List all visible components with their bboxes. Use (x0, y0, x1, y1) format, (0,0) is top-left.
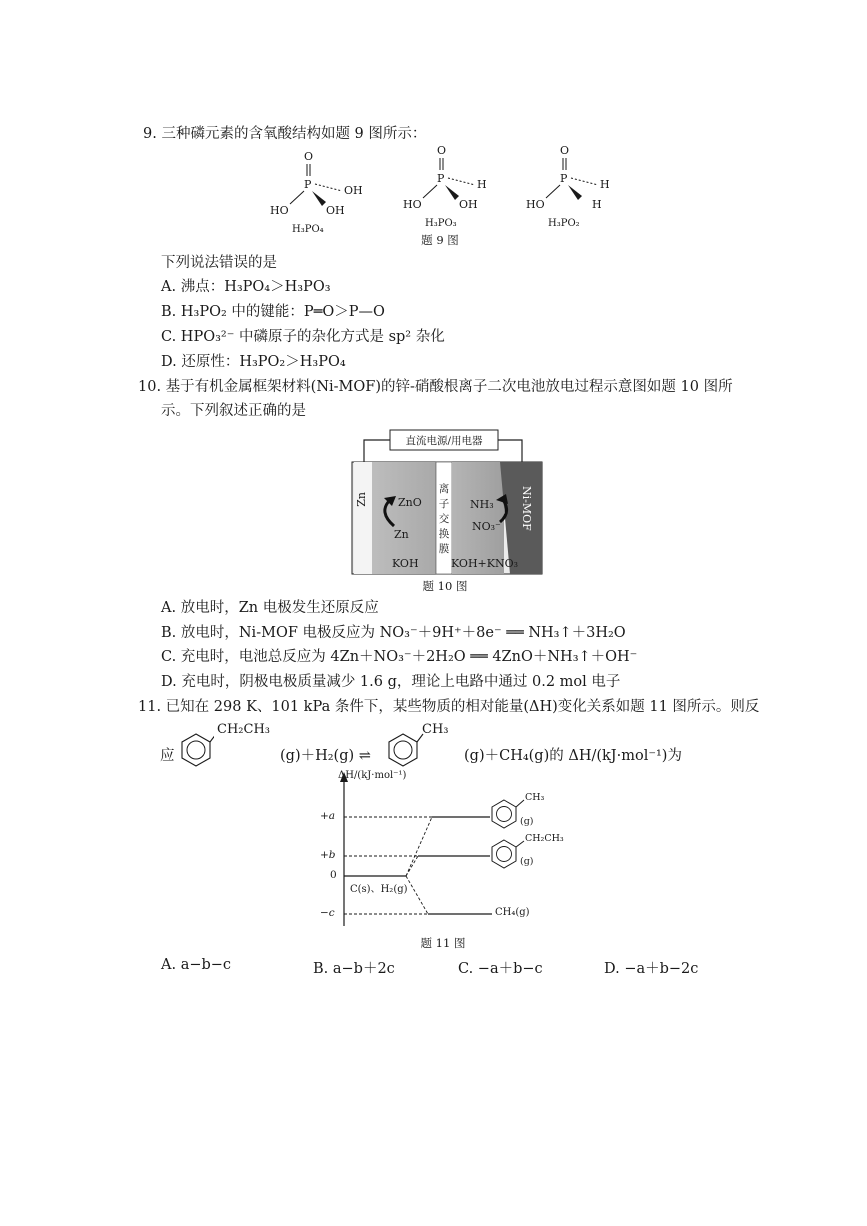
atom-label: O (304, 150, 314, 163)
atom-label: H (477, 178, 487, 191)
zn-electrode-label: Zn (355, 492, 368, 507)
atom-label: P (304, 178, 312, 191)
molecule-name: H₃PO₃ (425, 218, 457, 229)
q9-option-d: D. 还原性：H₃PO₂＞H₃PO₄ (161, 354, 346, 370)
ni-mof-electrode-label: Ni-MOF (520, 486, 533, 531)
toluene-phase-label: (g) (520, 816, 534, 827)
reaction-middle: (g)＋H₂(g) ⇌ (280, 748, 371, 764)
q9-stem: 9. 三种磷元素的含氧酸结构如题 9 图所示： (143, 126, 427, 142)
elements-label: C(s)、H₂(g) (350, 884, 408, 895)
q11-option-d: D. −a＋b−2c (604, 961, 699, 977)
ion-exchange-membrane-label (437, 482, 451, 557)
benzene-ring-icon (385, 732, 425, 768)
q10-option-d: D. 充电时，阴极电极质量减少 1.6 g，理论上电路中通过 0.2 mol 电子 (161, 674, 621, 690)
zno-label: ZnO (398, 496, 422, 509)
molecule-name: H₃PO₂ (548, 218, 580, 229)
q10-option-c: C. 充电时，电池总反应为 4Zn＋NO₃⁻＋2H₂O ══ 4ZnO＋NH₃↑＋OH⁻ (161, 649, 638, 665)
q11-reaction-equation (160, 718, 720, 768)
q9-figure-caption: 题 9 图 (421, 233, 459, 247)
membrane-char: 换 (438, 528, 450, 540)
atom-label: HO (403, 198, 422, 211)
membrane-char: 离 (438, 483, 450, 495)
benzene-ring-icon (178, 732, 214, 768)
q10-stem-line2: 示。下列叙述正确的是 (161, 403, 306, 419)
q10-option-a: A. 放电时，Zn 电极发生还原反应 (161, 600, 379, 616)
nh3-label: NH₃ (470, 498, 494, 511)
koh-label: KOH (392, 557, 419, 570)
reaction-suffix: (g)＋CH₄(g)的 ΔH/(kJ·mol⁻¹)为 (464, 748, 682, 764)
atom-label: P (560, 172, 568, 185)
q10-figure-caption: 题 10 图 (422, 579, 468, 593)
q11-energy-diagram (310, 770, 580, 930)
atom-label: OH (459, 198, 478, 211)
atom-label: OH (326, 204, 345, 217)
q11-option-a: A. a−b−c (161, 957, 232, 973)
q11-figure-caption: 题 11 图 (420, 936, 466, 950)
molecule-h3po3 (403, 144, 487, 229)
methane-label: CH₄(g) (495, 907, 530, 918)
toluene-group-label: CH₃ (525, 792, 545, 803)
atom-label: H (600, 178, 610, 191)
q10-option-b: B. 放电时，Ni-MOF 电极反应为 NO₃⁻＋9H⁺＋8e⁻ ══ NH₃↑＋3H₂O (161, 625, 626, 641)
ethylbenzene-group-label: CH₂CH₃ (525, 833, 564, 844)
power-source-label: 直流电源/用电器 (405, 435, 483, 447)
koh-kno3-label: KOH+KNO₃ (451, 557, 519, 570)
atom-label: O (437, 144, 447, 157)
level-label-b: +b (320, 849, 336, 861)
q9-option-c: C. HPO₃²⁻ 中磷原子的杂化方式是 sp² 杂化 (161, 329, 445, 345)
atom-label: O (560, 144, 570, 157)
atom-label: P (437, 172, 445, 185)
q11-option-c: C. −a＋b−c (458, 961, 543, 977)
q11-option-b: B. a−b＋2c (313, 961, 395, 977)
q9-prompt: 下列说法错误的是 (161, 255, 277, 271)
reaction-prefix: 应 (160, 748, 175, 764)
atom-label: HO (270, 204, 289, 217)
zn-species-label: Zn (394, 528, 409, 541)
atom-label: OH (344, 184, 363, 197)
membrane-char: 交 (438, 513, 450, 525)
ethyl-group-label: CH₂CH₃ (217, 722, 270, 737)
membrane-char: 膜 (438, 543, 450, 555)
q9-structures-figure (260, 142, 620, 242)
methyl-group-label: CH₃ (422, 722, 449, 737)
molecule-h3po2 (526, 144, 610, 229)
level-label-a: +a (320, 810, 336, 822)
molecule-name: H₃PO₄ (292, 224, 324, 235)
q11-stem-line1: 11. 已知在 298 K、101 kPa 条件下，某些物质的相对能量(ΔH)变化关系如题 11 图所示。则反 (138, 699, 760, 715)
atom-label: H (592, 198, 602, 211)
q9-option-a: A. 沸点：H₃PO₄＞H₃PO₃ (161, 279, 331, 295)
level-label-zero: 0 (330, 869, 337, 881)
q10-battery-figure (350, 426, 545, 576)
y-axis-label: ΔH/(kJ·mol⁻¹) (338, 770, 407, 781)
membrane-char: 子 (438, 498, 450, 510)
atom-label: HO (526, 198, 545, 211)
ethylbenzene-phase-label: (g) (520, 856, 534, 867)
level-label-c: −c (320, 907, 335, 919)
q9-option-b: B. H₃PO₂ 中的键能：P═O＞P—O (161, 304, 385, 320)
no3-label: NO₃⁻ (472, 520, 501, 533)
molecule-h3po4 (270, 150, 363, 235)
q10-stem-line1: 10. 基于有机金属框架材料(Ni-MOF)的锌-硝酸根离子二次电池放电过程示意图如题 10 图所 (138, 379, 733, 395)
